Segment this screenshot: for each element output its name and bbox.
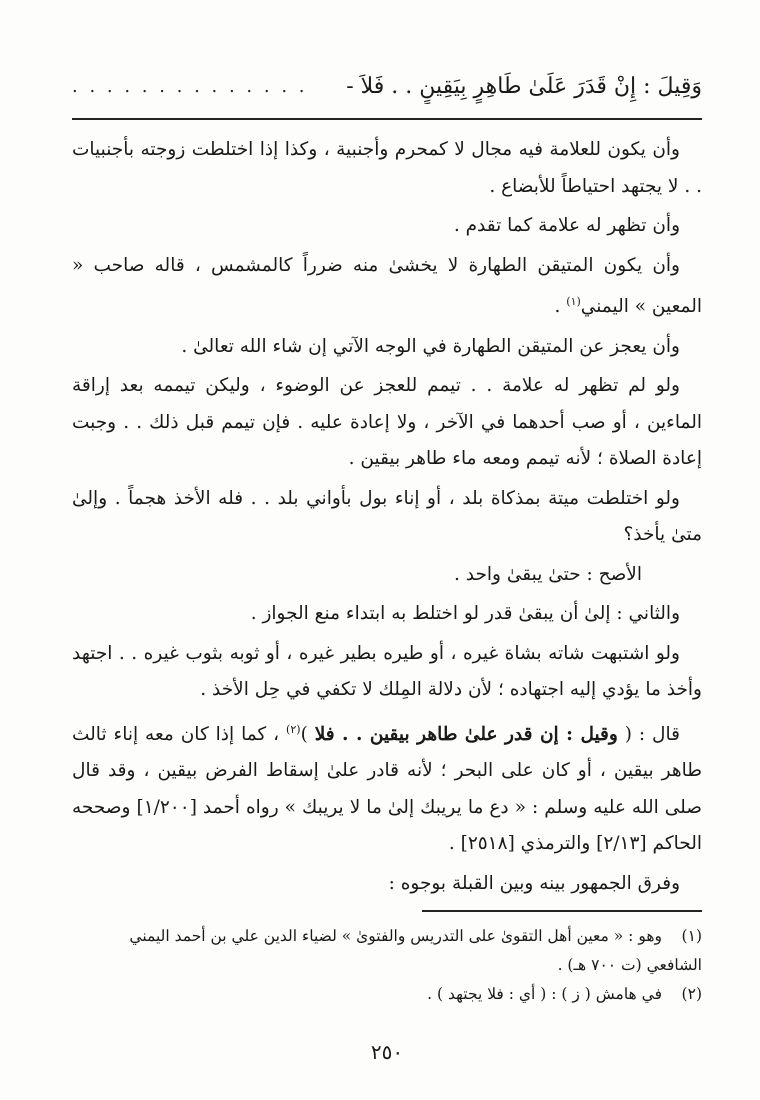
running-header-dots: . . . . . . . . . . . . . .: [72, 76, 308, 97]
footnote-ref-1: (١): [566, 295, 581, 308]
main-text: [72, 132, 702, 905]
quote-lead: قال : (: [624, 723, 680, 745]
footnote-1-number: (١): [681, 927, 702, 945]
paragraph-8: والثاني : إلىٰ أن يبقىٰ قدر لو اختلط به ابتداء منع الجواز .: [250, 603, 680, 625]
running-header-title: وَقِيلَ : إِنْ قَدَرَ عَلَىٰ طَاهِرٍ بِيَقِينٍ . . فَلاَ -: [346, 74, 702, 99]
page-number: ٢٥٠: [370, 1040, 404, 1064]
paragraph-5: ولو لم تظهر له علامة . . تيمم للعجز عن الوضوء ، وليكن تيممه بعد إراقة الماءين ، أو صب أحدهما في الآخر ، ولا إعادة عليه . فإن تيمم قبل ذلك . . وجبت إعادة الصلاة ؛ لأنه تيمم ومعه ماء طاهر بيقين .: [72, 375, 702, 470]
header-rule: [72, 118, 702, 120]
footnote-rule: [422, 910, 702, 912]
paragraph-4: وأن يعجز عن المتيقن الطهارة في الوجه الآتي إن شاء الله تعالىٰ .: [181, 335, 680, 357]
paragraph-6: ولو اختلطت ميتة بمذكاة بلد ، أو إناء بول بأواني بلد . . فله الأخذ هجماً . وإلىٰ متىٰ يأخذ؟: [72, 487, 702, 546]
quote-close: ): [300, 723, 308, 745]
footnote-ref-2: (٢): [286, 722, 301, 736]
footnote-2-text: في هامش ( ز ) : ( أي : فلا يجتهد ) .: [427, 985, 662, 1003]
paragraph-1: وأن يكون للعلامة فيه مجال لا كمحرم وأجنبية ، وكذا إذا اختلطت زوجته بأجنبيات . . لا يجتهد احتياطاً للأبضاع .: [72, 139, 702, 197]
paragraph-quote: [72, 712, 702, 863]
footnote-2: [72, 980, 702, 1009]
paragraph-3: وأن يكون المتيقن الطهارة لا يخشىٰ منه ضرراً كالمشمس ، قاله صاحب « المعين » اليمني$^{(١)}$ .: [72, 254, 702, 318]
running-header: [72, 70, 702, 104]
footnote-2-number: (٢): [681, 985, 702, 1003]
paragraph-3-text: وأن يكون المتيقن الطهارة لا يخشىٰ منه ضرراً كالمشمس ، قاله صاحب « المعين » اليمني: [72, 254, 702, 318]
paragraph-9: ولو اشتبهت شاته بشاة غيره ، أو طيره بطير غيره ، أو ثوبه بثوب غيره . . اجتهد وأخذ ما يؤدي إليه اجتهاده ؛ لأن دلالة المِلك لا تكفي في حِل الأخذ .: [72, 642, 702, 701]
quote-rest: ، كما إذا كان معه إناء ثالث طاهر بيقين ، أو كان على البحر ؛ لأنه قادر علىٰ إسقاط الفرض بيقين ، وقد قال صلى الله عليه وسلم : « دع ما يريبك إلىٰ ما لا يريبك » رواه أحمد [١/٢٠٠] وصححه الحاكم [٢/١٣] والترمذي [٢٥١٨] .: [72, 723, 702, 855]
paragraph-2: وأن تظهر له علامة كما تقدم .: [453, 215, 680, 236]
quote-bold: وقيل : إن قدر علىٰ طاهر بيقين . . فلا: [314, 723, 618, 745]
book-page: [72, 0, 702, 1100]
footnotes: [72, 922, 702, 1009]
footnote-1: [72, 922, 702, 980]
paragraph-7: الأصح : حتىٰ يبقىٰ واحد .: [453, 563, 642, 585]
footnote-1-text: وهو : « معين أهل التقوىٰ على التدريس والفتوىٰ » لضياء الدين علي بن أحمد اليمني الشافعي (ت ٧٠٠ هـ) .: [129, 927, 702, 974]
paragraph-last: وفرق الجمهور بينه وبين القبلة بوجوه :: [388, 872, 680, 894]
